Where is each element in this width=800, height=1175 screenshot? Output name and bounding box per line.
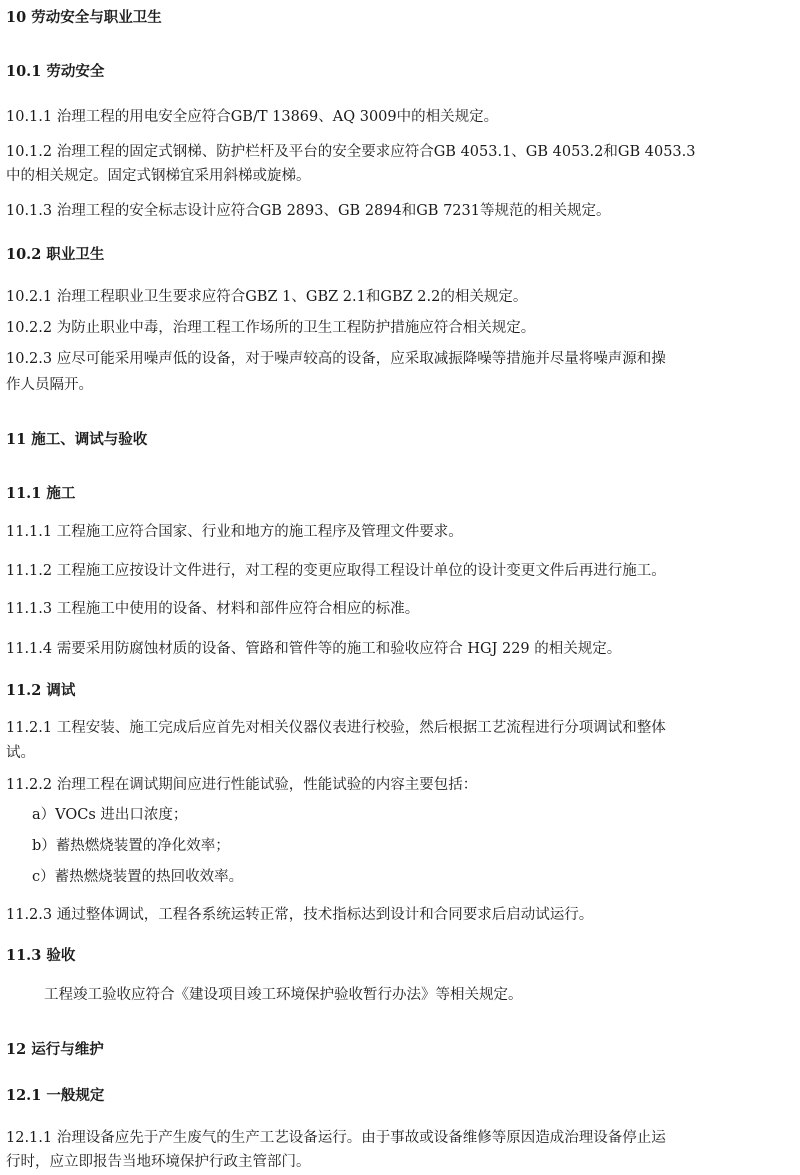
clause-11-1-1: 11.1.1 工程施工应符合国家、行业和地方的施工程序及管理文件要求。 <box>6 524 463 540</box>
list-item-a: a）VOCs 进出口浓度； <box>32 807 188 823</box>
section-11-1-heading: 11.1 施工 <box>6 485 76 502</box>
clause-10-2-1: 10.2.1 治理工程职业卫生要求应符合GBZ 1、GBZ 2.1和GBZ 2.2的相关规定。 <box>6 289 528 305</box>
clause-11-2-3: 11.2.3 通过整体调试，工程各系统运转正常，技术指标达到设计和合同要求后启动试运行。 <box>6 907 594 923</box>
section-10-2-heading: 10.2 职业卫生 <box>6 246 105 263</box>
clause-10-2-3-line2: 作人员隔开。 <box>6 377 93 393</box>
clause-10-1-2-line1: 10.1.2 治理工程的固定式钢梯、防护栏杆及平台的安全要求应符合GB 4053.1、GB 4053.2和GB 4053.3 <box>6 144 696 160</box>
section-10-heading: 10 劳动安全与职业卫生 <box>6 9 162 26</box>
clause-10-2-3-line1: 10.2.3 应尽可能采用噪声低的设备，对于噪声较高的设备，应采取减振降噪等措施并尽量将噪声源和操 <box>6 351 666 367</box>
clause-11-3-text: 工程竣工验收应符合《建设项目竣工环境保护验收暂行办法》等相关规定。 <box>44 987 523 1003</box>
clause-12-1-1-line2: 行时，应立即报告当地环境保护行政主管部门。 <box>6 1154 311 1170</box>
section-10-1-heading: 10.1 劳动安全 <box>6 63 105 80</box>
clause-10-1-3: 10.1.3 治理工程的安全标志设计应符合GB 2893、GB 2894和GB 7231等规范的相关规定。 <box>6 203 611 219</box>
clause-11-2-1-line2: 试。 <box>6 745 35 761</box>
list-item-c: c）蓄热燃烧装置的热回收效率。 <box>32 869 244 885</box>
list-item-b: b）蓄热燃烧装置的净化效率； <box>32 838 230 854</box>
section-12-1-heading: 12.1 一般规定 <box>6 1087 105 1104</box>
clause-11-2-1-line1: 11.2.1 工程安装、施工完成后应首先对相关仪器仪表进行校验，然后根据工艺流程进行分项调试和整体 <box>6 720 666 736</box>
clause-11-1-3: 11.1.3 工程施工中使用的设备、材料和部件应符合相应的标准。 <box>6 601 420 617</box>
clause-11-1-2: 11.1.2 工程施工应按设计文件进行，对工程的变更应取得工程设计单位的设计变更文件后再进行施工。 <box>6 563 666 579</box>
section-11-2-heading: 11.2 调试 <box>6 682 76 699</box>
clause-10-1-2-line2: 中的相关规定。固定式钢梯宜采用斜梯或旋梯。 <box>6 168 311 184</box>
clause-11-1-4: 11.1.4 需要采用防腐蚀材质的设备、管路和管件等的施工和验收应符合 HGJ 229 的相关规定。 <box>6 641 622 657</box>
clause-10-1-1: 10.1.1 治理工程的用电安全应符合GB/T 13869、AQ 3009中的相关规定。 <box>6 109 499 125</box>
section-11-3-heading: 11.3 验收 <box>6 947 76 964</box>
clause-10-2-2: 10.2.2 为防止职业中毒，治理工程工作场所的卫生工程防护措施应符合相关规定。 <box>6 320 536 336</box>
clause-12-1-1-line1: 12.1.1 治理设备应先于产生废气的生产工艺设备运行。由于事故或设备维修等原因造成治理设备停止运 <box>6 1130 666 1146</box>
section-11-heading: 11 施工、调试与验收 <box>6 431 148 448</box>
clause-11-2-2: 11.2.2 治理工程在调试期间应进行性能试验，性能试验的内容主要包括： <box>6 777 478 793</box>
section-12-heading: 12 运行与维护 <box>6 1041 104 1058</box>
